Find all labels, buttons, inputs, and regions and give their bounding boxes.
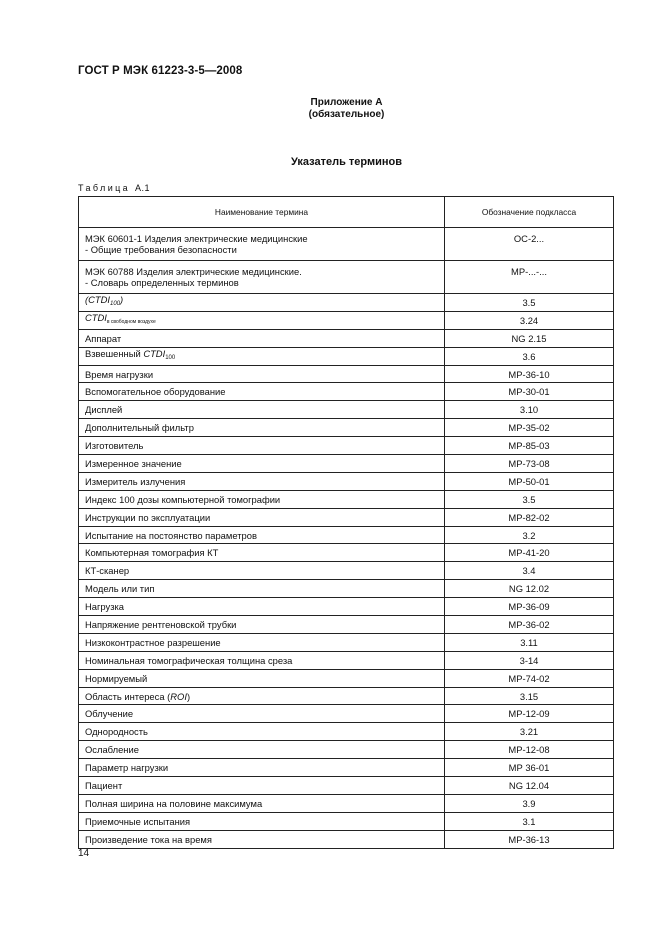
term-cell: Нагрузка (79, 598, 445, 616)
term-text-end: ) (120, 294, 124, 306)
table-row (79, 383, 614, 401)
table-row (79, 508, 614, 526)
term-text: Область интереса ( (85, 690, 171, 702)
term-subscript: 100 (165, 355, 176, 362)
document-header: ГОСТ Р МЭК 61223-3-5—2008 (78, 65, 243, 77)
column-header-term: Наименование термина (79, 197, 445, 228)
term-cell: Измеритель излучения (79, 472, 445, 490)
term-cell: Испытание на постоянство параметров (79, 526, 445, 544)
term-cell: Облучение (79, 705, 445, 723)
code-cell: 3.11 (445, 633, 614, 651)
code-cell: 3.5 (445, 294, 614, 312)
term-cell: Дисплей (79, 401, 445, 419)
table-row (79, 294, 614, 312)
table-row (79, 490, 614, 508)
appendix-title: Приложение А (310, 97, 383, 108)
code-cell: МР-36-13 (445, 830, 614, 848)
term-cell: Произведение тока на время (79, 830, 445, 848)
code-cell: 3.15 (445, 687, 614, 705)
term-cell (79, 347, 445, 365)
term-cell: Ослабление (79, 741, 445, 759)
term-cell (79, 687, 445, 705)
code-cell: NG 2.15 (445, 329, 614, 347)
term-text: Взвешенный (85, 348, 144, 360)
term-italic: CTDI (143, 348, 166, 360)
table-row (79, 651, 614, 669)
appendix-status: (обязательное) (308, 109, 385, 120)
code-cell: МР-73-08 (445, 455, 614, 473)
term-cell: Дополнительный фильтр (79, 419, 445, 437)
table-row (79, 329, 614, 347)
table-row (79, 472, 614, 490)
table-row (79, 669, 614, 687)
term-cell: Изготовитель (79, 437, 445, 455)
index-title: Указатель терминов (290, 156, 403, 168)
term-cell (79, 294, 445, 312)
code-cell: МР 36-01 (445, 759, 614, 777)
table-row (79, 616, 614, 634)
table-row (79, 401, 614, 419)
table-row (79, 830, 614, 848)
term-cell: Индекс 100 дозы компьютерной томографии (79, 490, 445, 508)
term-cell: Нормируемый (79, 669, 445, 687)
code-cell: МР-82-02 (445, 508, 614, 526)
table-row (79, 526, 614, 544)
term-line: МЭК 60788 Изделия электрические медицинские. (85, 266, 302, 277)
term-text: CTDI (85, 312, 107, 324)
code-cell: МР-35-02 (445, 419, 614, 437)
code-cell: МР-41-20 (445, 544, 614, 562)
term-text-end: ) (186, 690, 191, 702)
table-caption-number: А.1 (135, 183, 151, 193)
term-cell: Низкоконтрастное разрешение (79, 633, 445, 651)
code-cell: МР-36-02 (445, 616, 614, 634)
table-row (79, 812, 614, 830)
term-subscript: в свободном воздухе (106, 319, 156, 326)
term-cell: Вспомогательное оборудование (79, 383, 445, 401)
term-cell: КТ-сканер (79, 562, 445, 580)
code-cell: МР-36-09 (445, 598, 614, 616)
code-cell: МР-...-... (445, 261, 614, 294)
term-cell: Время нагрузки (79, 365, 445, 383)
code-cell: 3.5 (445, 490, 614, 508)
table-row (79, 347, 614, 365)
code-cell: NG 12.04 (445, 777, 614, 795)
code-cell: ОС-2... (445, 228, 614, 261)
term-cell (79, 311, 445, 329)
table-row (79, 437, 614, 455)
term-line: - Словарь определенных терминов (85, 277, 239, 288)
term-cell: Компьютерная томография КТ (79, 544, 445, 562)
table-row (79, 228, 614, 261)
table-row (79, 741, 614, 759)
table-row (79, 455, 614, 473)
code-cell: 3.4 (445, 562, 614, 580)
term-cell (79, 261, 445, 294)
term-subscript: 100 (110, 301, 121, 308)
term-line: МЭК 60601-1 Изделия электрические медицинские (85, 233, 308, 244)
table-row (79, 311, 614, 329)
appendix-heading (0, 97, 661, 121)
term-cell: Параметр нагрузки (79, 759, 445, 777)
code-cell: 3.1 (445, 812, 614, 830)
code-cell: МР-50-01 (445, 472, 614, 490)
table-row (79, 419, 614, 437)
term-cell: Измеренное значение (79, 455, 445, 473)
table-row (79, 580, 614, 598)
code-cell: 3-14 (445, 651, 614, 669)
code-cell: МР-74-02 (445, 669, 614, 687)
table-caption (78, 183, 150, 193)
column-header-code: Обозначение подкласса (445, 197, 614, 228)
code-cell: 3.24 (445, 311, 614, 329)
term-cell: Напряжение рентгеновской трубки (79, 616, 445, 634)
table-row (79, 759, 614, 777)
term-italic: ROI (170, 690, 187, 702)
term-cell (79, 228, 445, 261)
term-cell: Полная ширина на половине максимума (79, 794, 445, 812)
term-cell: Однородность (79, 723, 445, 741)
code-cell: МР-12-08 (445, 741, 614, 759)
table-row (79, 544, 614, 562)
code-cell: МР-85-03 (445, 437, 614, 455)
code-cell: 3.10 (445, 401, 614, 419)
page-number: 14 (78, 848, 90, 859)
table-row (79, 777, 614, 795)
table-row (79, 687, 614, 705)
table-row (79, 598, 614, 616)
table-row (79, 723, 614, 741)
terms-table (78, 196, 614, 849)
table-row (79, 562, 614, 580)
code-cell: МР-30-01 (445, 383, 614, 401)
code-cell: МР-36-10 (445, 365, 614, 383)
term-cell: Приемочные испытания (79, 812, 445, 830)
table-header-row (79, 197, 614, 228)
term-text: (CTDI (85, 294, 110, 306)
code-cell: 3.2 (445, 526, 614, 544)
table-row (79, 794, 614, 812)
table-row (79, 261, 614, 294)
table-caption-label: Таблица (78, 183, 131, 193)
code-cell: 3.21 (445, 723, 614, 741)
term-cell: Номинальная томографическая толщина среза (79, 651, 445, 669)
table-row (79, 365, 614, 383)
term-cell: Аппарат (79, 329, 445, 347)
term-cell: Модель или тип (79, 580, 445, 598)
term-line: - Общие требования безопасности (85, 244, 237, 255)
table-row (79, 633, 614, 651)
term-cell: Пациент (79, 777, 445, 795)
code-cell: МР-12-09 (445, 705, 614, 723)
code-cell: 3.9 (445, 794, 614, 812)
code-cell: NG 12.02 (445, 580, 614, 598)
code-cell: 3.6 (445, 347, 614, 365)
term-cell: Инструкции по эксплуатации (79, 508, 445, 526)
table-row (79, 705, 614, 723)
